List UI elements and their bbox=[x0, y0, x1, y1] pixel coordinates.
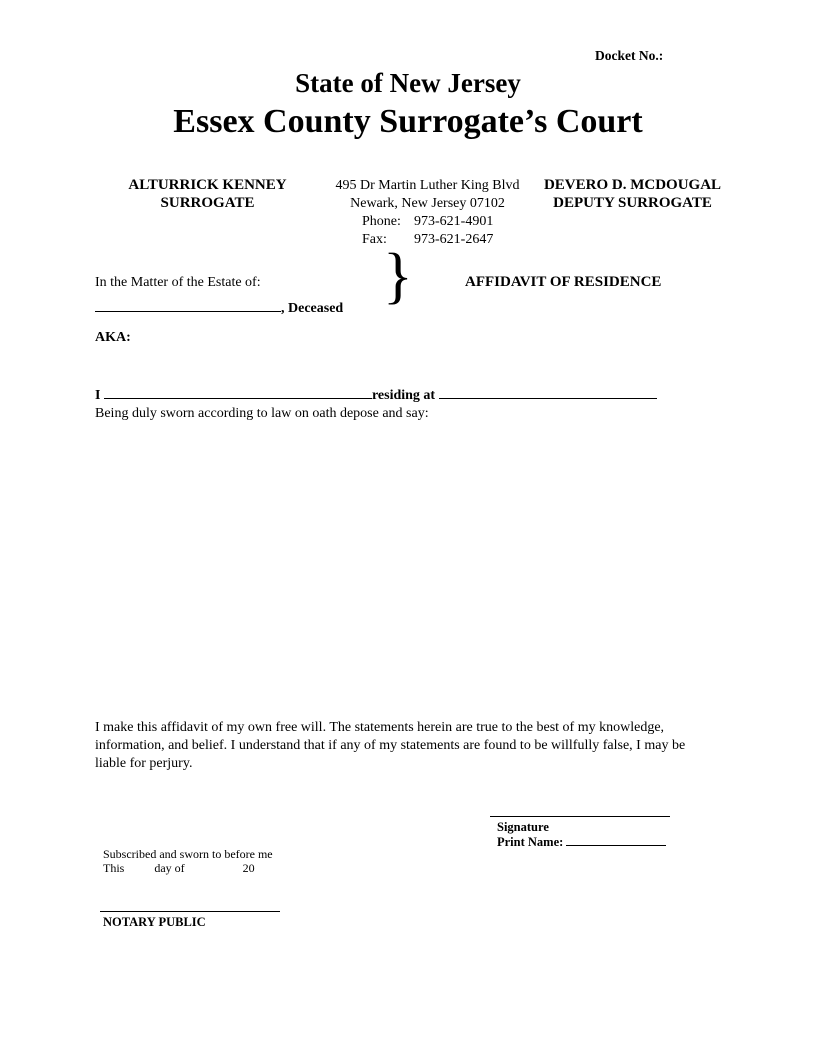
fax-number: 973-621-2647 bbox=[414, 232, 494, 247]
estate-matter-label: In the Matter of the Estate of: bbox=[95, 275, 261, 290]
fax-label: Fax: bbox=[362, 232, 387, 247]
deputy-surrogate-title: DEPUTY SURROGATE bbox=[553, 195, 712, 211]
date-row bbox=[103, 861, 255, 876]
signature-line bbox=[490, 800, 670, 817]
phone-label: Phone: bbox=[362, 214, 401, 229]
affiant-name-line bbox=[104, 386, 372, 399]
notary-signature-line bbox=[100, 896, 280, 912]
deceased-suffix: , Deceased bbox=[281, 301, 344, 316]
residence-line bbox=[439, 386, 657, 399]
phone-number: 973-621-4901 bbox=[414, 214, 494, 229]
court-title: Essex County Surrogate’s Court bbox=[173, 103, 643, 140]
docket-number-label: Docket No.: bbox=[595, 48, 664, 63]
signature-label: Signature bbox=[497, 820, 549, 834]
surrogate-title: SURROGATE bbox=[160, 195, 255, 211]
surrogate-name: ALTURRICK KENNEY bbox=[128, 177, 287, 193]
phone-row bbox=[362, 213, 535, 231]
deputy-surrogate-block bbox=[530, 176, 735, 212]
year-prefix: 20 bbox=[242, 861, 255, 875]
affidavit-statement: I make this affidavit of my own free will. The statements herein are true to the best of my knowledge, information, and belief. I understand that if any of my statements are found to be willfully false, I may be liable for perjury. bbox=[95, 720, 686, 771]
deceased-name-row bbox=[95, 299, 343, 317]
deceased-name-line bbox=[95, 299, 281, 312]
court-address-line2: Newark, New Jersey 07102 bbox=[350, 196, 505, 211]
print-name-line bbox=[566, 835, 666, 846]
court-address-line1: 495 Dr Martin Luther King Blvd bbox=[335, 178, 520, 193]
notary-public-label: NOTARY PUBLIC bbox=[103, 915, 206, 929]
state-title: State of New Jersey bbox=[295, 68, 521, 98]
sworn-statement-intro: Being duly sworn according to law on oath depose and say: bbox=[95, 406, 429, 421]
aka-label: AKA: bbox=[95, 330, 131, 345]
court-address-block bbox=[320, 177, 535, 249]
print-name-label: Print Name: bbox=[497, 835, 564, 849]
surrogate-block bbox=[95, 176, 320, 212]
print-name-row bbox=[497, 835, 666, 850]
affiant-row bbox=[95, 386, 657, 404]
day-of-label: day of bbox=[154, 861, 185, 875]
deputy-surrogate-name: DEVERO D. MCDOUGAL bbox=[543, 177, 722, 193]
brace-glyph: } bbox=[383, 242, 413, 310]
i-label: I bbox=[95, 388, 101, 403]
affidavit-title: AFFIDAVIT OF RESIDENCE bbox=[465, 274, 662, 290]
residing-at-label: residing at bbox=[371, 388, 436, 403]
subscribed-sworn-line: Subscribed and sworn to before me bbox=[103, 847, 273, 861]
this-label: This bbox=[103, 861, 125, 875]
